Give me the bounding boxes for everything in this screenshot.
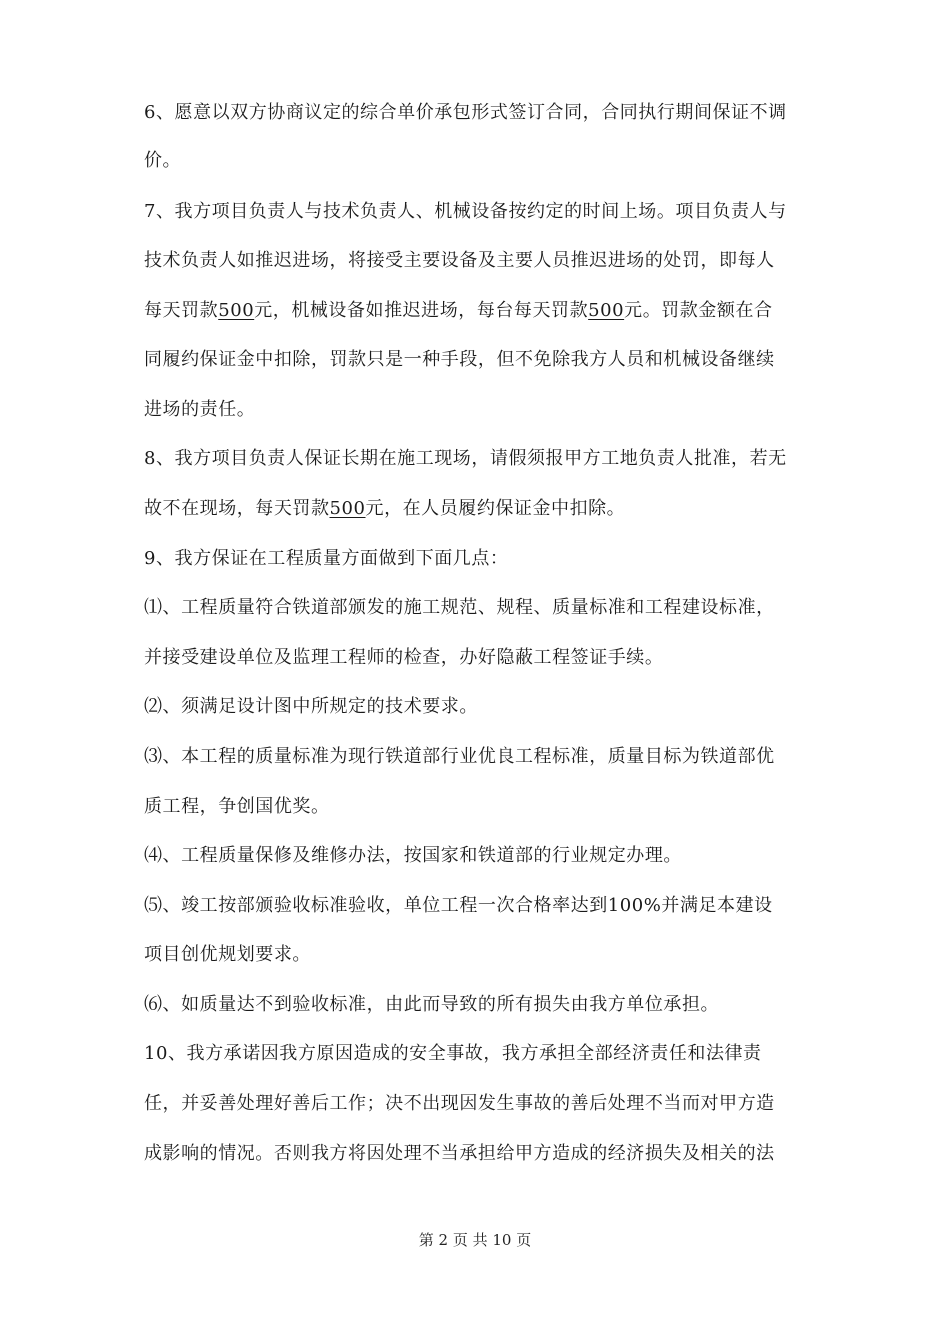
text-line: 质工程，争创国优奖。 (144, 796, 330, 817)
text-line: ⑴、工程质量符合铁道部颁发的施工规范、规程、质量标准和工程建设标准， (144, 597, 775, 618)
text-line: 进场的责任。 (144, 399, 256, 420)
text-line-fine-amount (144, 497, 814, 521)
text-line: ⑶、本工程的质量标准为现行铁道部行业优良工程标准，质量目标为铁道部优 (144, 746, 775, 767)
text-segment: 元。罚款金额在合 (624, 300, 773, 321)
fine-amount: 500 (329, 498, 366, 519)
text-line: 9、我方保证在工程质量方面做到下面几点： (144, 548, 509, 569)
text-line: 项目创优规划要求。 (144, 944, 311, 965)
text-segment: 每天罚款 (144, 300, 219, 321)
text-line: ⑷、工程质量保修及维修办法，按国家和铁道部的行业规定办理。 (144, 845, 682, 866)
fine-amount: 500 (588, 300, 625, 321)
text-segment: 故不在现场，每天罚款 (144, 498, 330, 519)
text-line: 10、我方承诺因我方原因造成的安全事故，我方承担全部经济责任和法律责 (144, 1043, 762, 1064)
text-line: ⑵、须满足设计图中所规定的技术要求。 (144, 696, 478, 717)
text-line-fine-amount (144, 299, 814, 323)
text-line: ⑸、竣工按部颁验收标准验收，单位工程一次合格率达到100%并满足本建设 (144, 895, 773, 916)
text-segment: 元，在人员履约保证金中扣除。 (365, 498, 626, 519)
text-line: 6、愿意以双方协商议定的综合单价承包形式签订合同，合同执行期间保证不调 (144, 102, 787, 123)
text-line: ⑹、如质量达不到验收标准，由此而导致的所有损失由我方单位承担。 (144, 994, 720, 1015)
text-line: 成影响的情况。否则我方将因处理不当承担给甲方造成的经济损失及相关的法 (144, 1143, 775, 1164)
text-line: 并接受建设单位及监理工程师的检查，办好隐蔽工程签证手续。 (144, 647, 664, 668)
text-line: 任，并妥善处理好善后工作；决不出现因发生事故的善后处理不当而对甲方造 (144, 1093, 775, 1114)
text-line: 8、我方项目负责人保证长期在施工现场，请假须报甲方工地负责人批准，若无 (144, 448, 787, 469)
text-line: 技术负责人如推迟进场，将接受主要设备及主要人员推迟进场的处罚，即每人 (144, 250, 775, 271)
text-line: 7、我方项目负责人与技术负责人、机械设备按约定的时间上场。项目负责人与 (144, 201, 787, 222)
fine-amount: 500 (218, 300, 255, 321)
text-line: 同履约保证金中扣除，罚款只是一种手段，但不免除我方人员和机械设备继续 (144, 349, 775, 370)
page-number: 第 2 页 共 10 页 (418, 1231, 532, 1249)
text-line: 价。 (144, 150, 182, 171)
text-segment: 元，机械设备如推迟进场，每台每天罚款 (254, 300, 589, 321)
